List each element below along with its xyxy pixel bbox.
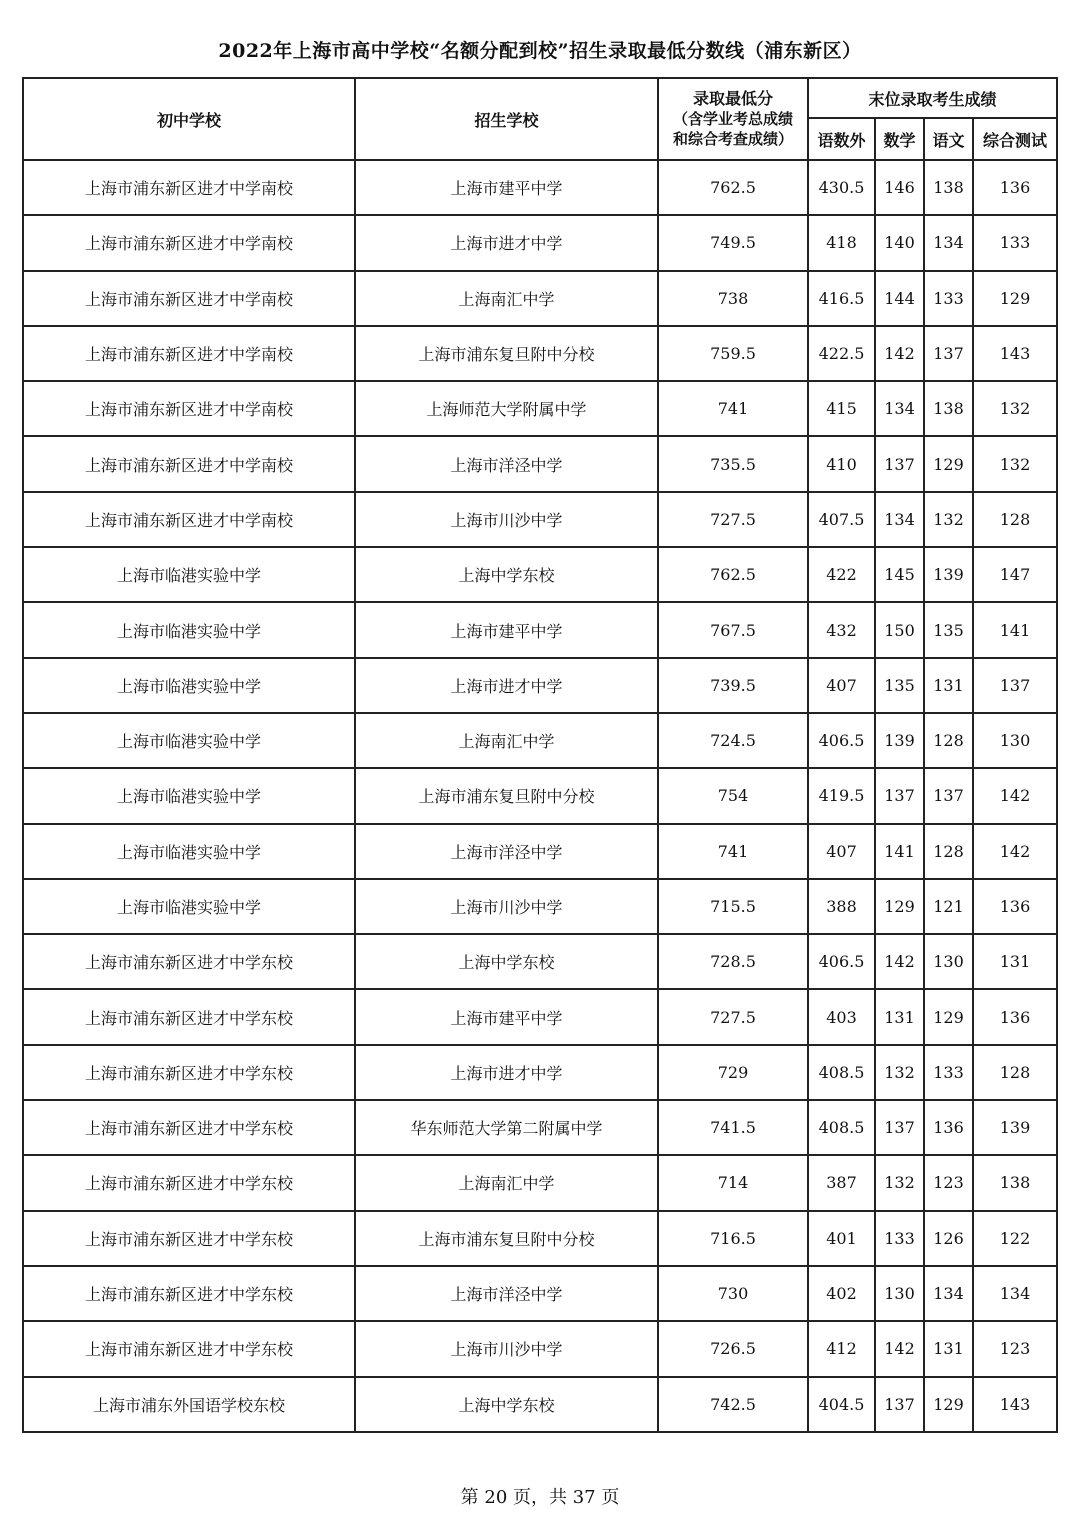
cell-min-score: 742.5 xyxy=(658,1377,808,1432)
cell-admission-school: 上海市浦东复旦附中分校 xyxy=(355,1211,658,1266)
cell-chn-math-eng: 418 xyxy=(808,215,875,270)
cell-admission-school: 上海市川沙中学 xyxy=(355,1321,658,1376)
cell-chinese: 129 xyxy=(924,989,973,1044)
cell-comprehensive: 133 xyxy=(973,215,1057,270)
cell-junior-school: 上海市浦东新区进才中学东校 xyxy=(23,1045,355,1100)
cell-math: 137 xyxy=(875,1377,924,1432)
cell-junior-school: 上海市临港实验中学 xyxy=(23,824,355,879)
cell-comprehensive: 132 xyxy=(973,436,1057,491)
cell-chinese: 136 xyxy=(924,1100,973,1155)
cell-chn-math-eng: 403 xyxy=(808,989,875,1044)
cell-chn-math-eng: 407.5 xyxy=(808,492,875,547)
cell-math: 135 xyxy=(875,658,924,713)
cell-chn-math-eng: 430.5 xyxy=(808,160,875,215)
table-row xyxy=(23,658,1057,713)
cell-math: 140 xyxy=(875,215,924,270)
cell-junior-school: 上海市浦东新区进才中学南校 xyxy=(23,215,355,270)
header-last-student-scores: 末位录取考生成绩 xyxy=(808,78,1057,118)
cell-junior-school: 上海市浦东新区进才中学南校 xyxy=(23,326,355,381)
cell-chn-math-eng: 422 xyxy=(808,547,875,602)
cell-chinese: 131 xyxy=(924,1321,973,1376)
cell-admission-school: 上海中学东校 xyxy=(355,934,658,989)
cell-math: 134 xyxy=(875,381,924,436)
header-chn-math-eng: 语数外 xyxy=(808,118,875,160)
cell-admission-school: 上海市建平中学 xyxy=(355,602,658,657)
cell-junior-school: 上海市浦东新区进才中学东校 xyxy=(23,1211,355,1266)
cell-chinese: 133 xyxy=(924,271,973,326)
cell-comprehensive: 129 xyxy=(973,271,1057,326)
cell-junior-school: 上海市浦东新区进才中学东校 xyxy=(23,1100,355,1155)
cell-admission-school: 上海市建平中学 xyxy=(355,989,658,1044)
cell-junior-school: 上海市浦东新区进才中学东校 xyxy=(23,1321,355,1376)
cell-admission-school: 华东师范大学第二附属中学 xyxy=(355,1100,658,1155)
cell-chn-math-eng: 410 xyxy=(808,436,875,491)
cell-admission-school: 上海市浦东复旦附中分校 xyxy=(355,768,658,823)
table-row xyxy=(23,934,1057,989)
cell-chinese: 128 xyxy=(924,824,973,879)
cell-junior-school: 上海市浦东新区进才中学东校 xyxy=(23,1155,355,1210)
cell-junior-school: 上海市浦东新区进才中学东校 xyxy=(23,989,355,1044)
cell-chinese: 138 xyxy=(924,160,973,215)
cell-junior-school: 上海市浦东外国语学校东校 xyxy=(23,1377,355,1432)
cell-chinese: 128 xyxy=(924,713,973,768)
cell-math: 142 xyxy=(875,326,924,381)
cell-chinese: 137 xyxy=(924,768,973,823)
cell-chn-math-eng: 404.5 xyxy=(808,1377,875,1432)
cell-min-score: 727.5 xyxy=(658,989,808,1044)
table-row xyxy=(23,602,1057,657)
table-row xyxy=(23,271,1057,326)
cell-chinese: 137 xyxy=(924,326,973,381)
cell-math: 133 xyxy=(875,1211,924,1266)
cell-admission-school: 上海市进才中学 xyxy=(355,215,658,270)
cell-comprehensive: 128 xyxy=(973,1045,1057,1100)
cell-chinese: 134 xyxy=(924,215,973,270)
header-chinese: 语文 xyxy=(924,118,973,160)
cell-min-score: 729 xyxy=(658,1045,808,1100)
cell-chn-math-eng: 416.5 xyxy=(808,271,875,326)
cell-min-score: 749.5 xyxy=(658,215,808,270)
cell-chinese: 134 xyxy=(924,1266,973,1321)
cell-chn-math-eng: 415 xyxy=(808,381,875,436)
cell-min-score: 726.5 xyxy=(658,1321,808,1376)
page-footer: 第 20 页，共 37 页 xyxy=(460,1487,620,1508)
table-row xyxy=(23,989,1057,1044)
cell-min-score: 727.5 xyxy=(658,492,808,547)
cell-junior-school: 上海市临港实验中学 xyxy=(23,658,355,713)
table-row xyxy=(23,1321,1057,1376)
cell-min-score: 754 xyxy=(658,768,808,823)
cell-junior-school: 上海市浦东新区进才中学南校 xyxy=(23,436,355,491)
cell-chinese: 129 xyxy=(924,436,973,491)
cell-min-score: 741.5 xyxy=(658,1100,808,1155)
cell-math: 139 xyxy=(875,713,924,768)
table-row xyxy=(23,381,1057,436)
cell-math: 132 xyxy=(875,1155,924,1210)
cell-chn-math-eng: 419.5 xyxy=(808,768,875,823)
cell-min-score: 759.5 xyxy=(658,326,808,381)
cell-junior-school: 上海市临港实验中学 xyxy=(23,547,355,602)
cell-comprehensive: 141 xyxy=(973,602,1057,657)
table-row xyxy=(23,492,1057,547)
table-row xyxy=(23,547,1057,602)
cell-min-score: 767.5 xyxy=(658,602,808,657)
cell-comprehensive: 131 xyxy=(973,934,1057,989)
cell-admission-school: 上海南汇中学 xyxy=(355,713,658,768)
cell-comprehensive: 137 xyxy=(973,658,1057,713)
cell-junior-school: 上海市浦东新区进才中学南校 xyxy=(23,381,355,436)
cell-comprehensive: 136 xyxy=(973,989,1057,1044)
cell-chinese: 133 xyxy=(924,1045,973,1100)
cell-min-score: 716.5 xyxy=(658,1211,808,1266)
table-row xyxy=(23,326,1057,381)
cell-chinese: 139 xyxy=(924,547,973,602)
cell-math: 142 xyxy=(875,934,924,989)
cell-comprehensive: 134 xyxy=(973,1266,1057,1321)
cell-comprehensive: 142 xyxy=(973,824,1057,879)
cell-comprehensive: 139 xyxy=(973,1100,1057,1155)
header-admission-school: 招生学校 xyxy=(355,78,658,160)
cell-admission-school: 上海南汇中学 xyxy=(355,271,658,326)
cell-chn-math-eng: 388 xyxy=(808,879,875,934)
cell-chn-math-eng: 408.5 xyxy=(808,1100,875,1155)
cell-chn-math-eng: 406.5 xyxy=(808,934,875,989)
cell-chn-math-eng: 407 xyxy=(808,824,875,879)
cell-comprehensive: 128 xyxy=(973,492,1057,547)
cell-math: 132 xyxy=(875,1045,924,1100)
cell-junior-school: 上海市浦东新区进才中学南校 xyxy=(23,160,355,215)
cell-chinese: 130 xyxy=(924,934,973,989)
admission-score-table xyxy=(22,77,1058,1433)
table-row xyxy=(23,1155,1057,1210)
cell-junior-school: 上海市浦东新区进才中学东校 xyxy=(23,1266,355,1321)
cell-chinese: 132 xyxy=(924,492,973,547)
cell-admission-school: 上海中学东校 xyxy=(355,1377,658,1432)
cell-chn-math-eng: 401 xyxy=(808,1211,875,1266)
cell-math: 134 xyxy=(875,492,924,547)
cell-chn-math-eng: 387 xyxy=(808,1155,875,1210)
table-body xyxy=(23,160,1057,1432)
table-row xyxy=(23,436,1057,491)
cell-min-score: 730 xyxy=(658,1266,808,1321)
cell-comprehensive: 130 xyxy=(973,713,1057,768)
cell-junior-school: 上海市临港实验中学 xyxy=(23,602,355,657)
cell-math: 137 xyxy=(875,436,924,491)
cell-admission-school: 上海市进才中学 xyxy=(355,658,658,713)
cell-comprehensive: 136 xyxy=(973,879,1057,934)
header-comprehensive: 综合测试 xyxy=(973,118,1057,160)
cell-admission-school: 上海市川沙中学 xyxy=(355,879,658,934)
cell-math: 131 xyxy=(875,989,924,1044)
table-row xyxy=(23,215,1057,270)
cell-chn-math-eng: 407 xyxy=(808,658,875,713)
cell-math: 130 xyxy=(875,1266,924,1321)
cell-min-score: 762.5 xyxy=(658,160,808,215)
cell-min-score: 735.5 xyxy=(658,436,808,491)
cell-junior-school: 上海市临港实验中学 xyxy=(23,713,355,768)
cell-admission-school: 上海市进才中学 xyxy=(355,1045,658,1100)
cell-chinese: 129 xyxy=(924,1377,973,1432)
cell-junior-school: 上海市临港实验中学 xyxy=(23,879,355,934)
cell-chn-math-eng: 432 xyxy=(808,602,875,657)
cell-junior-school: 上海市浦东新区进才中学南校 xyxy=(23,492,355,547)
cell-admission-school: 上海市洋泾中学 xyxy=(355,436,658,491)
cell-admission-school: 上海中学东校 xyxy=(355,547,658,602)
table-row xyxy=(23,1266,1057,1321)
header-junior-school: 初中学校 xyxy=(23,78,355,160)
table-row xyxy=(23,713,1057,768)
table-row xyxy=(23,1045,1057,1100)
cell-chn-math-eng: 412 xyxy=(808,1321,875,1376)
cell-chinese: 126 xyxy=(924,1211,973,1266)
cell-comprehensive: 143 xyxy=(973,1377,1057,1432)
table-row xyxy=(23,1100,1057,1155)
cell-admission-school: 上海市浦东复旦附中分校 xyxy=(355,326,658,381)
cell-math: 150 xyxy=(875,602,924,657)
cell-admission-school: 上海市洋泾中学 xyxy=(355,824,658,879)
cell-min-score: 738 xyxy=(658,271,808,326)
cell-min-score: 728.5 xyxy=(658,934,808,989)
cell-comprehensive: 138 xyxy=(973,1155,1057,1210)
cell-math: 137 xyxy=(875,768,924,823)
page-title: 2022年上海市高中学校“名额分配到校”招生录取最低分数线（浦东新区） xyxy=(218,40,862,62)
cell-chn-math-eng: 422.5 xyxy=(808,326,875,381)
cell-comprehensive: 132 xyxy=(973,381,1057,436)
cell-math: 137 xyxy=(875,1100,924,1155)
cell-min-score: 715.5 xyxy=(658,879,808,934)
cell-math: 146 xyxy=(875,160,924,215)
cell-chinese: 131 xyxy=(924,658,973,713)
cell-comprehensive: 136 xyxy=(973,160,1057,215)
cell-admission-school: 上海师范大学附属中学 xyxy=(355,381,658,436)
cell-comprehensive: 123 xyxy=(973,1321,1057,1376)
cell-math: 142 xyxy=(875,1321,924,1376)
header-min-score-line3: 和综合考查成绩） xyxy=(672,130,793,148)
cell-comprehensive: 142 xyxy=(973,768,1057,823)
table-row xyxy=(23,1211,1057,1266)
header-min-score-line2: （含学业考总成绩 xyxy=(672,110,793,128)
cell-junior-school: 上海市临港实验中学 xyxy=(23,768,355,823)
table-row xyxy=(23,160,1057,215)
cell-math: 129 xyxy=(875,879,924,934)
table-row xyxy=(23,824,1057,879)
cell-min-score: 739.5 xyxy=(658,658,808,713)
cell-chinese: 135 xyxy=(924,602,973,657)
cell-min-score: 724.5 xyxy=(658,713,808,768)
cell-junior-school: 上海市浦东新区进才中学东校 xyxy=(23,934,355,989)
header-min-score-line1: 录取最低分 xyxy=(692,89,773,108)
cell-admission-school: 上海市洋泾中学 xyxy=(355,1266,658,1321)
cell-admission-school: 上海市川沙中学 xyxy=(355,492,658,547)
table-row xyxy=(23,1377,1057,1432)
cell-admission-school: 上海南汇中学 xyxy=(355,1155,658,1210)
cell-math: 144 xyxy=(875,271,924,326)
header-math: 数学 xyxy=(875,118,924,160)
table-row xyxy=(23,768,1057,823)
cell-chn-math-eng: 402 xyxy=(808,1266,875,1321)
cell-chinese: 123 xyxy=(924,1155,973,1210)
cell-admission-school: 上海市建平中学 xyxy=(355,160,658,215)
table-row xyxy=(23,879,1057,934)
cell-chn-math-eng: 406.5 xyxy=(808,713,875,768)
cell-min-score: 741 xyxy=(658,381,808,436)
cell-comprehensive: 143 xyxy=(973,326,1057,381)
cell-chinese: 138 xyxy=(924,381,973,436)
cell-min-score: 741 xyxy=(658,824,808,879)
cell-junior-school: 上海市浦东新区进才中学南校 xyxy=(23,271,355,326)
cell-min-score: 762.5 xyxy=(658,547,808,602)
cell-chinese: 121 xyxy=(924,879,973,934)
cell-min-score: 714 xyxy=(658,1155,808,1210)
cell-comprehensive: 122 xyxy=(973,1211,1057,1266)
cell-chn-math-eng: 408.5 xyxy=(808,1045,875,1100)
cell-math: 145 xyxy=(875,547,924,602)
header-min-score xyxy=(658,78,808,160)
cell-comprehensive: 147 xyxy=(973,547,1057,602)
cell-math: 141 xyxy=(875,824,924,879)
